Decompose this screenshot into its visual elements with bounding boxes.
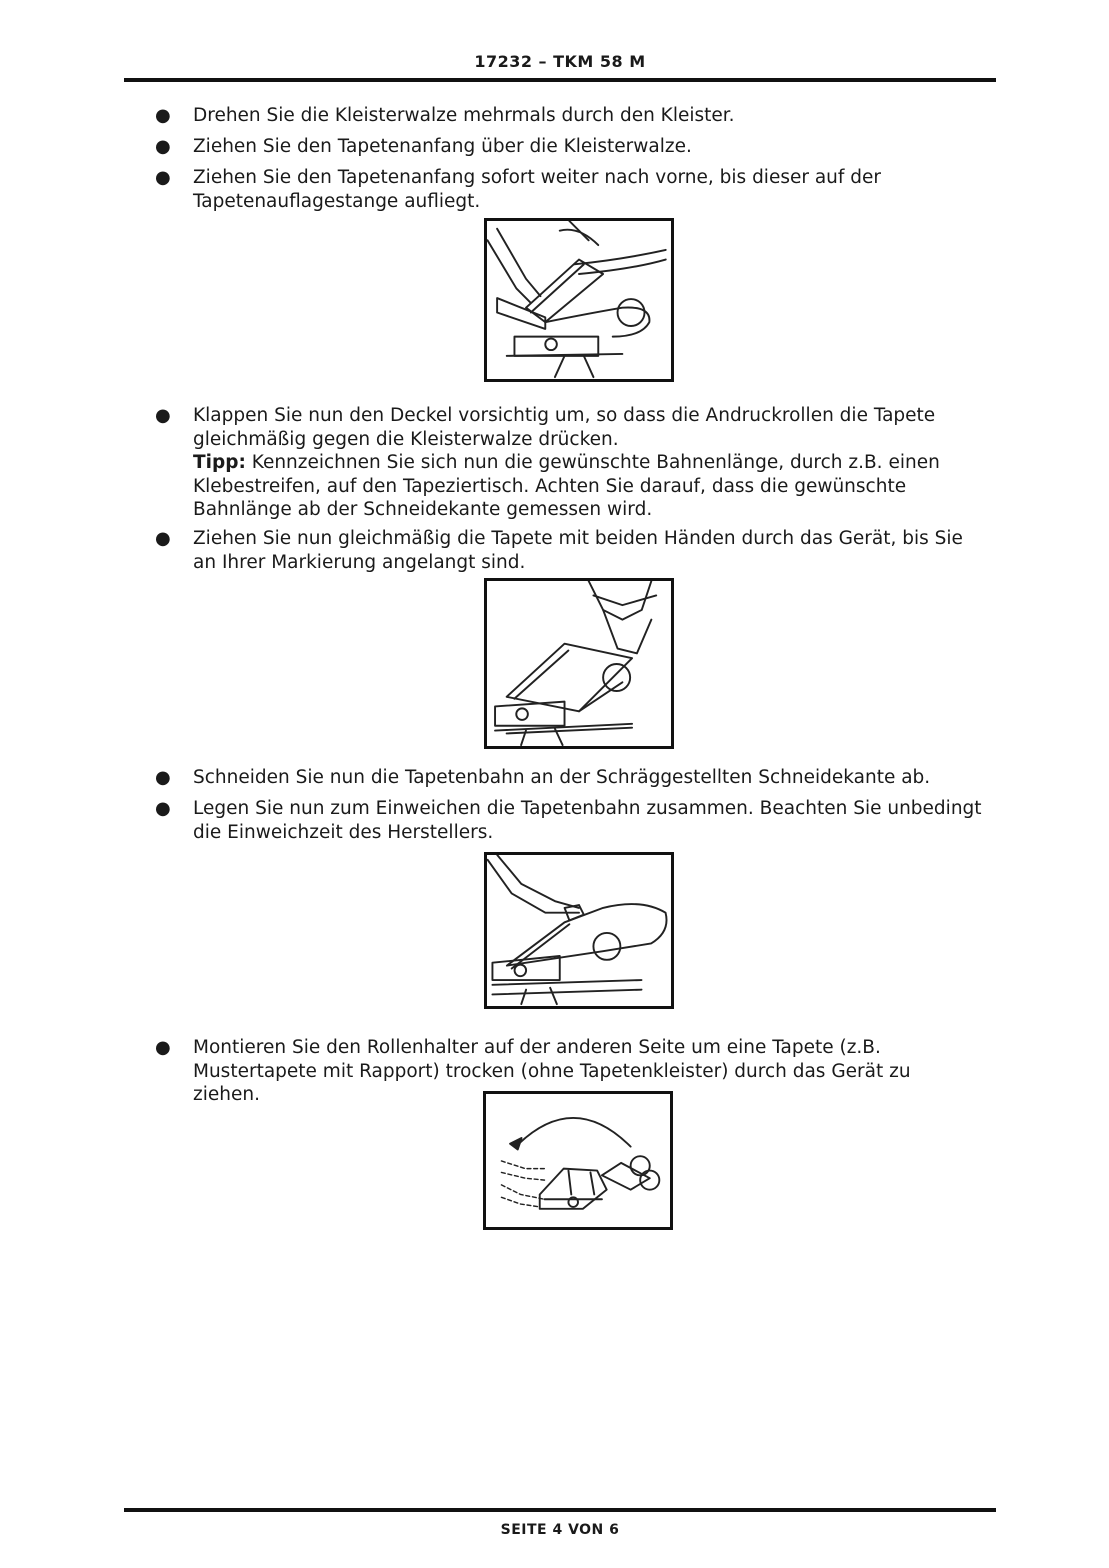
list-item <box>155 104 983 128</box>
list-item-text: Ziehen Sie nun gleichmäßig die Tapete mit beiden Händen durch das Gerät, bis Sie an Ihrer Markierung angelangt sind. <box>193 528 963 573</box>
list-item <box>155 527 983 574</box>
list-item <box>155 766 983 790</box>
list-item-text: Schneiden Sie nun die Tapetenbahn an der Schräggestellten Schneidekante ab. <box>193 767 931 788</box>
page-number: SEITE 4 VON 6 <box>500 1522 620 1538</box>
list-item-text: Klappen Sie nun den Deckel vorsichtig um, so dass die Andruckrollen die Tapete gleichmäßig gegen die Kleisterwalze drücken. <box>193 405 936 450</box>
footer-rule <box>124 1508 996 1512</box>
list-item <box>155 797 983 844</box>
list-item-text: Drehen Sie die Kleisterwalze mehrmals durch den Kleister. <box>193 105 735 126</box>
header-rule <box>124 78 996 82</box>
list-item-text: Ziehen Sie den Tapetenanfang sofort weiter nach vorne, bis dieser auf der Tapetenauflagestange aufliegt. <box>193 167 882 212</box>
illustration-cut-wallpaper-figure <box>484 852 674 1009</box>
illustration-roll-holder-mount-figure <box>483 1091 673 1230</box>
list-item-text: Legen Sie nun zum Einweichen die Tapetenbahn zusammen. Beachten Sie unbedingt die Einweichzeit des Herstellers. <box>193 798 982 843</box>
document-header-title: 17232 – TKM 58 M <box>474 52 646 71</box>
list-item <box>155 135 983 159</box>
bullet-icon: ● <box>155 528 171 549</box>
illustration-pull-wallpaper-figure <box>484 578 674 749</box>
list-item-text: Ziehen Sie den Tapetenanfang über die Kleisterwalze. <box>193 136 692 157</box>
bullet-icon: ● <box>155 767 171 788</box>
bullet-icon: ● <box>155 105 171 126</box>
bullet-icon: ● <box>155 405 171 426</box>
bullet-icon: ● <box>155 798 171 819</box>
illustration-paste-roller-figure <box>484 218 674 382</box>
list-item <box>155 166 983 213</box>
list-item <box>155 404 983 522</box>
bullet-icon: ● <box>155 1037 171 1058</box>
bullet-icon: ● <box>155 167 171 188</box>
list-item-text: Montieren Sie den Rollenhalter auf der anderen Seite um eine Tapete (z.B. Mustertapete mit Rapport) trocken (ohne Tapetenkleister) durch das Gerät zu ziehen. <box>193 1037 911 1105</box>
tip-label: Tipp: <box>193 452 246 473</box>
bullet-icon: ● <box>155 136 171 157</box>
tip-text: Kennzeichnen Sie sich nun die gewünschte Bahnenlänge, durch z.B. einen Klebestreifen, auf den Tapeziertisch. Achten Sie darauf, dass die gewünschte Bahnlänge ab der Schneidekante gemessen wird. <box>193 452 940 520</box>
